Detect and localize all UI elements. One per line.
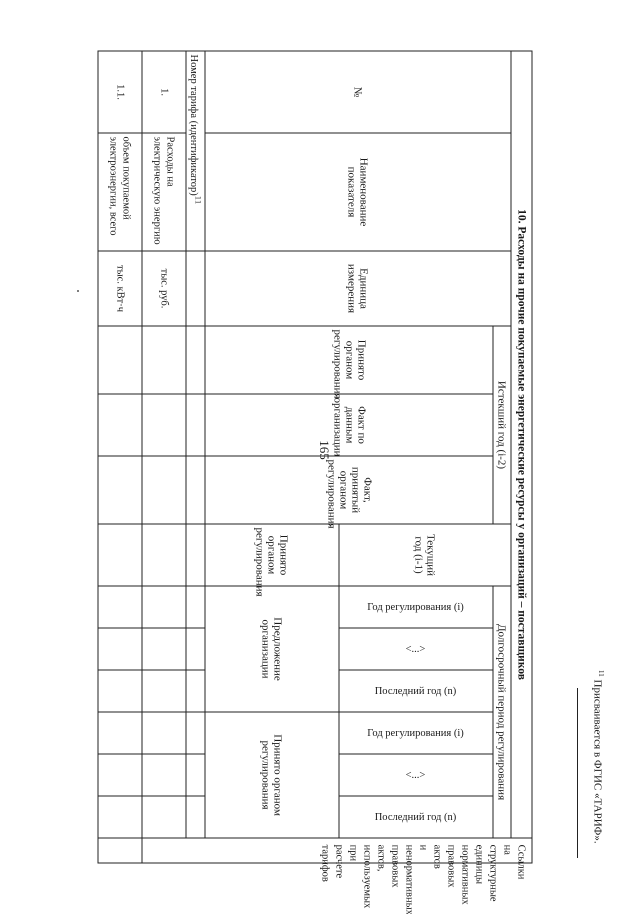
data-cell [98,796,142,838]
data-cell [98,838,142,863]
long-term-header: Долгосрочный период регулирования [493,586,510,838]
current-sub-accepted: Принято органом регулирования [204,524,338,586]
tariff-cell [185,524,204,586]
current-year-header: Текущий год (i-1) [338,524,510,586]
data-cell [98,456,142,524]
tariff-cell [185,754,204,796]
table-container [97,50,532,914]
col-unit-header: Единица измерения [204,251,510,326]
footnote [593,670,609,870]
expired-year-header: Истекший год (i-2) [493,326,510,524]
row-1-unit: тыс. руб. [142,251,186,326]
tariff-cell [185,586,204,628]
data-cell [98,586,142,628]
data-cell [142,394,186,456]
tariff-id-label: Номер тарифа (идентификатор)$^{11}$ [185,51,204,251]
expenses-table [97,50,532,914]
year-col-first-accepted: Год регулирования (i) [338,712,492,754]
data-cell [142,796,186,838]
expired-sub-org-fact: Факт по данным организации [204,394,492,456]
row-1-num: 1. [142,51,186,133]
year-col-mid-offer: <...> [338,628,492,670]
row-1-name: Расходы на электрическую энергию [142,133,186,251]
col-name-header: Наименование показателя [204,133,510,251]
footnote-text: Присваивается в ФГИС «ТАРИФ». [591,679,604,844]
year-col-last-offer: Последний год (n) [338,670,492,712]
year-col-first-offer: Год регулирования (i) [338,586,492,628]
year-col-last-accepted: Последний год (n) [338,796,492,838]
data-cell [98,628,142,670]
data-cell [98,394,142,456]
row-2-num: 1.1. [98,51,142,133]
year-col-mid-accepted: <...> [338,754,492,796]
expired-sub-accepted-fact: Факт, принятый органом регулирования [204,456,492,524]
col-num-header: № [204,51,510,133]
table-title: 10. Расходы на прочие покупаемые энергетические ресурсы у организаций – поставщиков [510,51,531,838]
tariff-cell [185,394,204,456]
data-cell [98,670,142,712]
data-cell [142,754,186,796]
tariff-cell [185,251,204,326]
tariff-cell [185,326,204,394]
footnote-divider [577,688,578,858]
data-cell [142,524,186,586]
tariff-cell [185,712,204,754]
data-cell [142,326,186,394]
page-number: 165 [317,440,332,460]
footnote-marker: 11 [597,670,605,677]
row-2-name: объем покупаемой электроэнергии, всего [98,133,142,251]
row-2-unit: тыс. кВт·ч [98,251,142,326]
rotated-table [97,50,532,914]
refs-header: Ссылки на структурные единицы нормативных правовых актов и ненормативных правовых актов, используемых при расчете тарифов [142,838,532,863]
tariff-cell [185,670,204,712]
data-cell [98,326,142,394]
data-cell [142,712,186,754]
data-cell [142,586,186,628]
data-cell [98,712,142,754]
tariff-cell [185,628,204,670]
data-cell [142,456,186,524]
data-cell [142,670,186,712]
scan-speck [77,290,79,292]
tariff-cell [185,796,204,838]
expired-sub-accepted: Принято органом регулирования [204,326,492,394]
long-group-accepted: Принято органом регулирования [204,712,338,838]
tariff-cell [185,456,204,524]
data-cell [98,754,142,796]
long-group-offer: Предложение организации [204,586,338,712]
data-cell [142,628,186,670]
data-cell [98,524,142,586]
